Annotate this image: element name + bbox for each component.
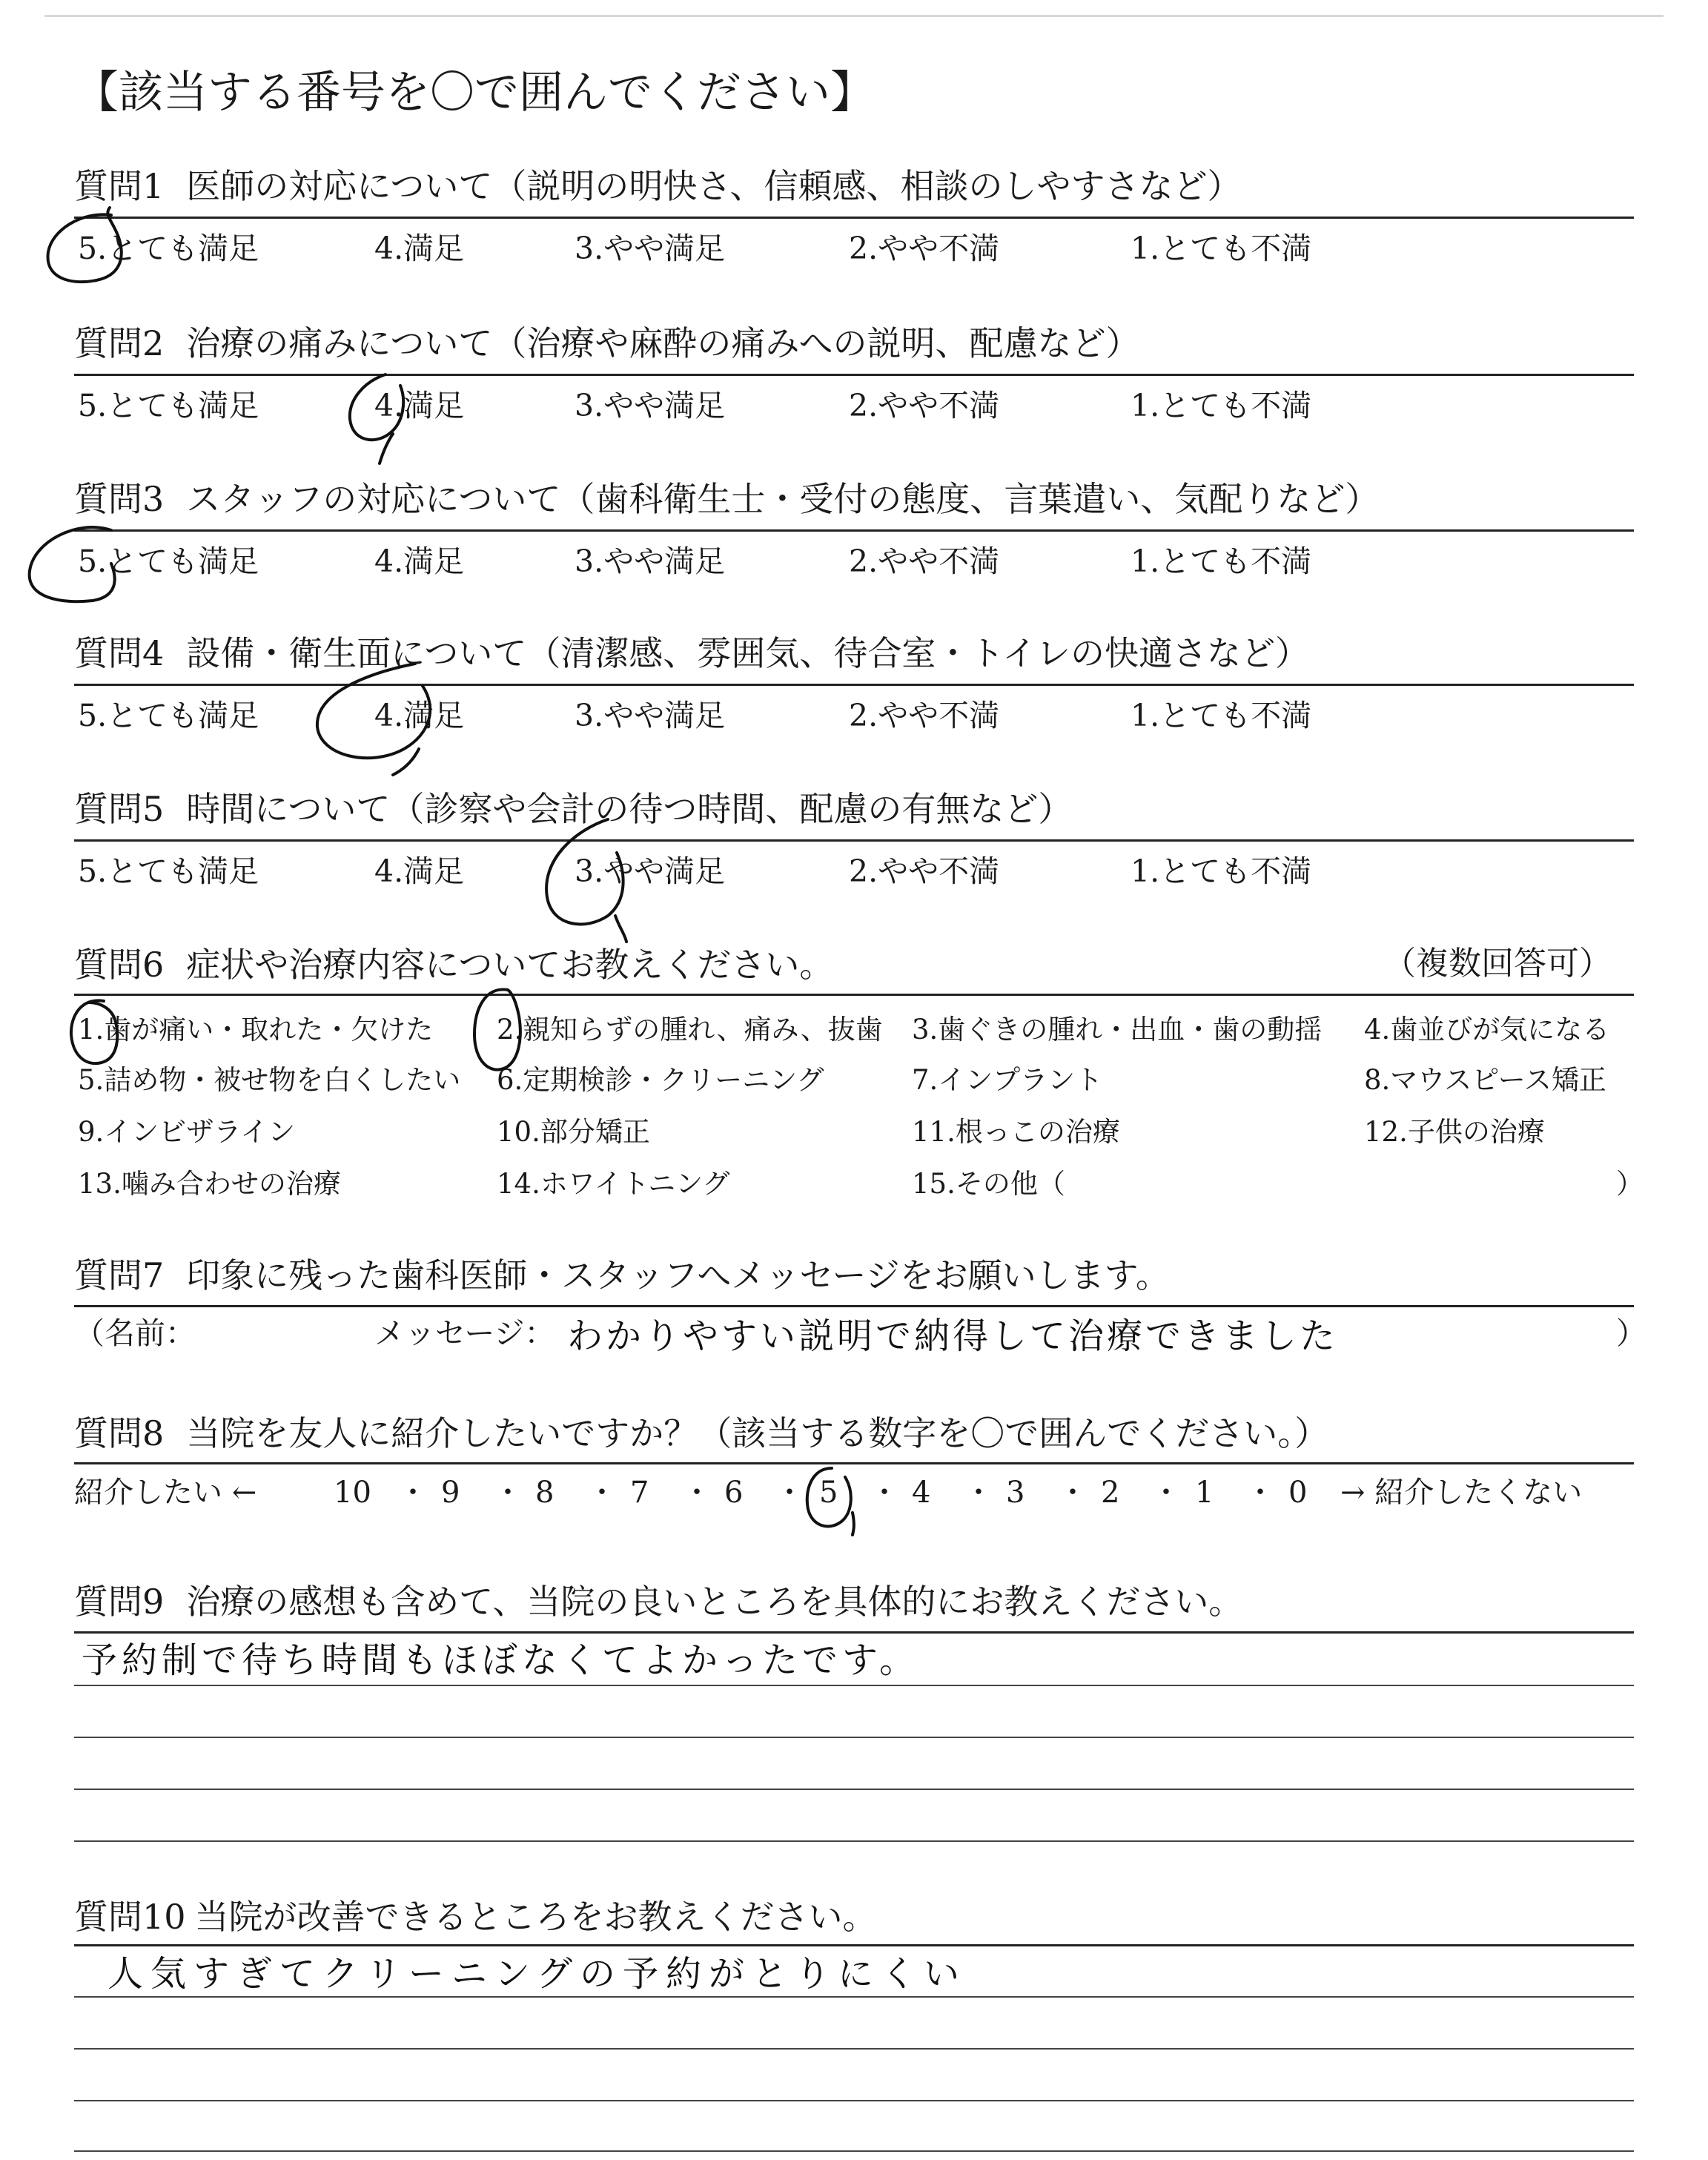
question-1-number: 質問1 <box>74 166 165 206</box>
q5-option-5[interactable]: 5.とても満足 <box>78 853 259 889</box>
q4-option-1[interactable]: 1.とても不満 <box>1131 698 1312 733</box>
question-5-text: 時間について（診察や会計の待つ時間、配慮の有無など） <box>186 789 1073 829</box>
scale-0[interactable]: 0 <box>1288 1476 1308 1510</box>
q3-option-2[interactable]: 2.やや不満 <box>849 544 1000 579</box>
question-4-text: 設備・衛生面について（清潔感、雰囲気、待合室・トイレの快適さなど） <box>186 633 1310 673</box>
scale-8[interactable]: 8 <box>535 1476 555 1510</box>
scale-dot: ・ <box>1058 1476 1088 1510</box>
message-label: メッセージ： <box>374 1315 555 1351</box>
question-9-number: 質問9 <box>74 1582 165 1622</box>
q5-option-3[interactable]: 3.やや満足 <box>575 853 726 889</box>
scale-dot: ・ <box>964 1476 993 1510</box>
q4-option-3[interactable]: 3.やや満足 <box>575 698 726 733</box>
q6-option-13[interactable]: 13.噛み合わせの治療 <box>78 1168 341 1200</box>
q6-option-15[interactable]: 15.その他（ <box>912 1168 1065 1200</box>
question-6-number: 質問6 <box>74 945 165 985</box>
q3-selection-circle <box>30 527 115 601</box>
scale-2[interactable]: 2 <box>1101 1476 1120 1510</box>
scale-9[interactable]: 9 <box>441 1476 460 1510</box>
q6-option-1-circle <box>71 1000 117 1063</box>
q4-option-5[interactable]: 5.とても満足 <box>78 698 259 733</box>
scale-dot: ・ <box>1151 1476 1181 1510</box>
q3-option-5[interactable]: 5.とても満足 <box>78 544 259 579</box>
scale-3[interactable]: 3 <box>1006 1476 1025 1510</box>
q5-selection-circle <box>546 819 626 942</box>
q2-option-5[interactable]: 5.とても満足 <box>78 388 259 423</box>
q1-option-1[interactable]: 1.とても不満 <box>1131 231 1312 266</box>
q1-option-2[interactable]: 2.やや不満 <box>849 231 1000 266</box>
q6-option-8[interactable]: 8.マウスピース矯正 <box>1364 1064 1606 1096</box>
q6-option-2-circle <box>474 989 520 1069</box>
q6-option-4[interactable]: 4.歯並びが気になる <box>1364 1014 1610 1046</box>
q2-option-2[interactable]: 2.やや不満 <box>849 388 1000 423</box>
q6-option-2[interactable]: 2.親知らずの腫れ、痛み、抜歯 <box>497 1014 883 1046</box>
q6-option-15-close: ） <box>1616 1168 1644 1200</box>
question-6-text: 症状や治療内容についてお教えください。 <box>186 945 834 985</box>
scale-10[interactable]: 10 <box>334 1476 371 1510</box>
question-2-number: 質問2 <box>74 323 165 363</box>
name-label: （名前： <box>74 1315 196 1351</box>
q9-answer[interactable]: 予約制で待ち時間もほぼなくてよかったです。 <box>82 1639 920 1681</box>
question-10-text: 当院が改善できるところをお教えください。 <box>194 1897 877 1937</box>
question-1-text: 医師の対応について（説明の明快さ、信頼感、相談のしやすさなど） <box>186 166 1242 206</box>
q5-option-1[interactable]: 1.とても不満 <box>1131 853 1312 889</box>
q2-selection-circle <box>350 374 403 463</box>
q6-option-5[interactable]: 5.詰め物・被せ物を白くしたい <box>78 1064 461 1096</box>
q6-option-6[interactable]: 6.定期検診・クリーニング <box>497 1064 824 1096</box>
q6-option-9[interactable]: 9.インビザライン <box>78 1116 296 1148</box>
scale-4[interactable]: 4 <box>912 1476 931 1510</box>
question-10-number: 質問10 <box>74 1897 186 1937</box>
scale-6[interactable]: 6 <box>724 1476 744 1510</box>
message-answer[interactable]: わかりやすい説明で納得して治療できました <box>567 1315 1339 1357</box>
question-7-number: 質問7 <box>74 1255 165 1295</box>
q3-option-3[interactable]: 3.やや満足 <box>575 544 726 579</box>
question-8-text: 当院を友人に紹介したいですか？（該当する数字を〇で囲んでください。） <box>186 1413 1329 1453</box>
scale-dot: ・ <box>682 1476 712 1510</box>
q6-option-12[interactable]: 12.子供の治療 <box>1364 1116 1545 1148</box>
q3-option-4[interactable]: 4.満足 <box>374 544 465 579</box>
q4-selection-circle <box>317 664 430 775</box>
q5-option-2[interactable]: 2.やや不満 <box>849 853 1000 889</box>
q6-option-11[interactable]: 11.根っこの治療 <box>912 1116 1120 1148</box>
question-7-text: 印象に残った歯科医師・スタッフへメッセージをお願いします。 <box>186 1255 1170 1295</box>
q6-option-10[interactable]: 10.部分矯正 <box>497 1116 650 1148</box>
question-3-number: 質問3 <box>74 479 165 519</box>
q2-option-4[interactable]: 4.満足 <box>374 388 465 423</box>
q1-option-3[interactable]: 3.やや満足 <box>575 231 726 266</box>
q6-option-14[interactable]: 14.ホワイトニング <box>497 1168 730 1200</box>
question-4-number: 質問4 <box>74 633 165 673</box>
scale-dot: ・ <box>493 1476 523 1510</box>
scale-dot: ・ <box>870 1476 899 1510</box>
q3-option-1[interactable]: 1.とても不満 <box>1131 544 1312 579</box>
scale-dot: ・ <box>775 1476 804 1510</box>
recommend-right-label: → 紹介したくない <box>1340 1476 1583 1510</box>
question-3-text: スタッフの対応について（歯科衛生士・受付の態度、言葉遣い、気配りなど） <box>186 479 1380 519</box>
q4-option-4[interactable]: 4.満足 <box>374 698 465 733</box>
message-close-paren: ） <box>1616 1315 1646 1351</box>
q2-option-1[interactable]: 1.とても不満 <box>1131 388 1312 423</box>
question-5-number: 質問5 <box>74 789 165 829</box>
q8-selection-circle <box>807 1468 854 1535</box>
scale-dot: ・ <box>398 1476 428 1510</box>
scale-5[interactable]: 5 <box>819 1476 838 1510</box>
scale-dot: ・ <box>587 1476 617 1510</box>
question-6-note: （複数回答可） <box>1383 945 1612 982</box>
scale-7[interactable]: 7 <box>630 1476 649 1510</box>
q5-option-4[interactable]: 4.満足 <box>374 853 465 889</box>
scale-1[interactable]: 1 <box>1195 1476 1214 1510</box>
q1-option-5[interactable]: 5.とても満足 <box>78 231 259 266</box>
q6-option-3[interactable]: 3.歯ぐきの腫れ・出血・歯の動揺 <box>912 1014 1323 1046</box>
scale-dot: ・ <box>1245 1476 1275 1510</box>
question-9-text: 治療の感想も含めて、当院の良いところを具体的にお教えください。 <box>186 1582 1243 1622</box>
question-2-text: 治療の痛みについて（治療や麻酔の痛みへの説明、配慮など） <box>186 323 1140 363</box>
q2-option-3[interactable]: 3.やや満足 <box>575 388 726 423</box>
q1-option-4[interactable]: 4.満足 <box>374 231 465 266</box>
q6-option-7[interactable]: 7.インプラント <box>912 1064 1103 1096</box>
recommend-left-label: 紹介したい ← <box>74 1476 257 1510</box>
q1-selection-circle <box>48 208 122 282</box>
q4-option-2[interactable]: 2.やや不満 <box>849 698 1000 733</box>
q6-option-1[interactable]: 1.歯が痛い・取れた・欠けた <box>78 1014 434 1046</box>
form-title: 【該当する番号を〇で囲んでください】 <box>74 67 875 119</box>
q10-answer[interactable]: 人気すぎてクリーニングの予約がとりにくい <box>107 1953 967 1995</box>
question-8-number: 質問8 <box>74 1413 165 1453</box>
